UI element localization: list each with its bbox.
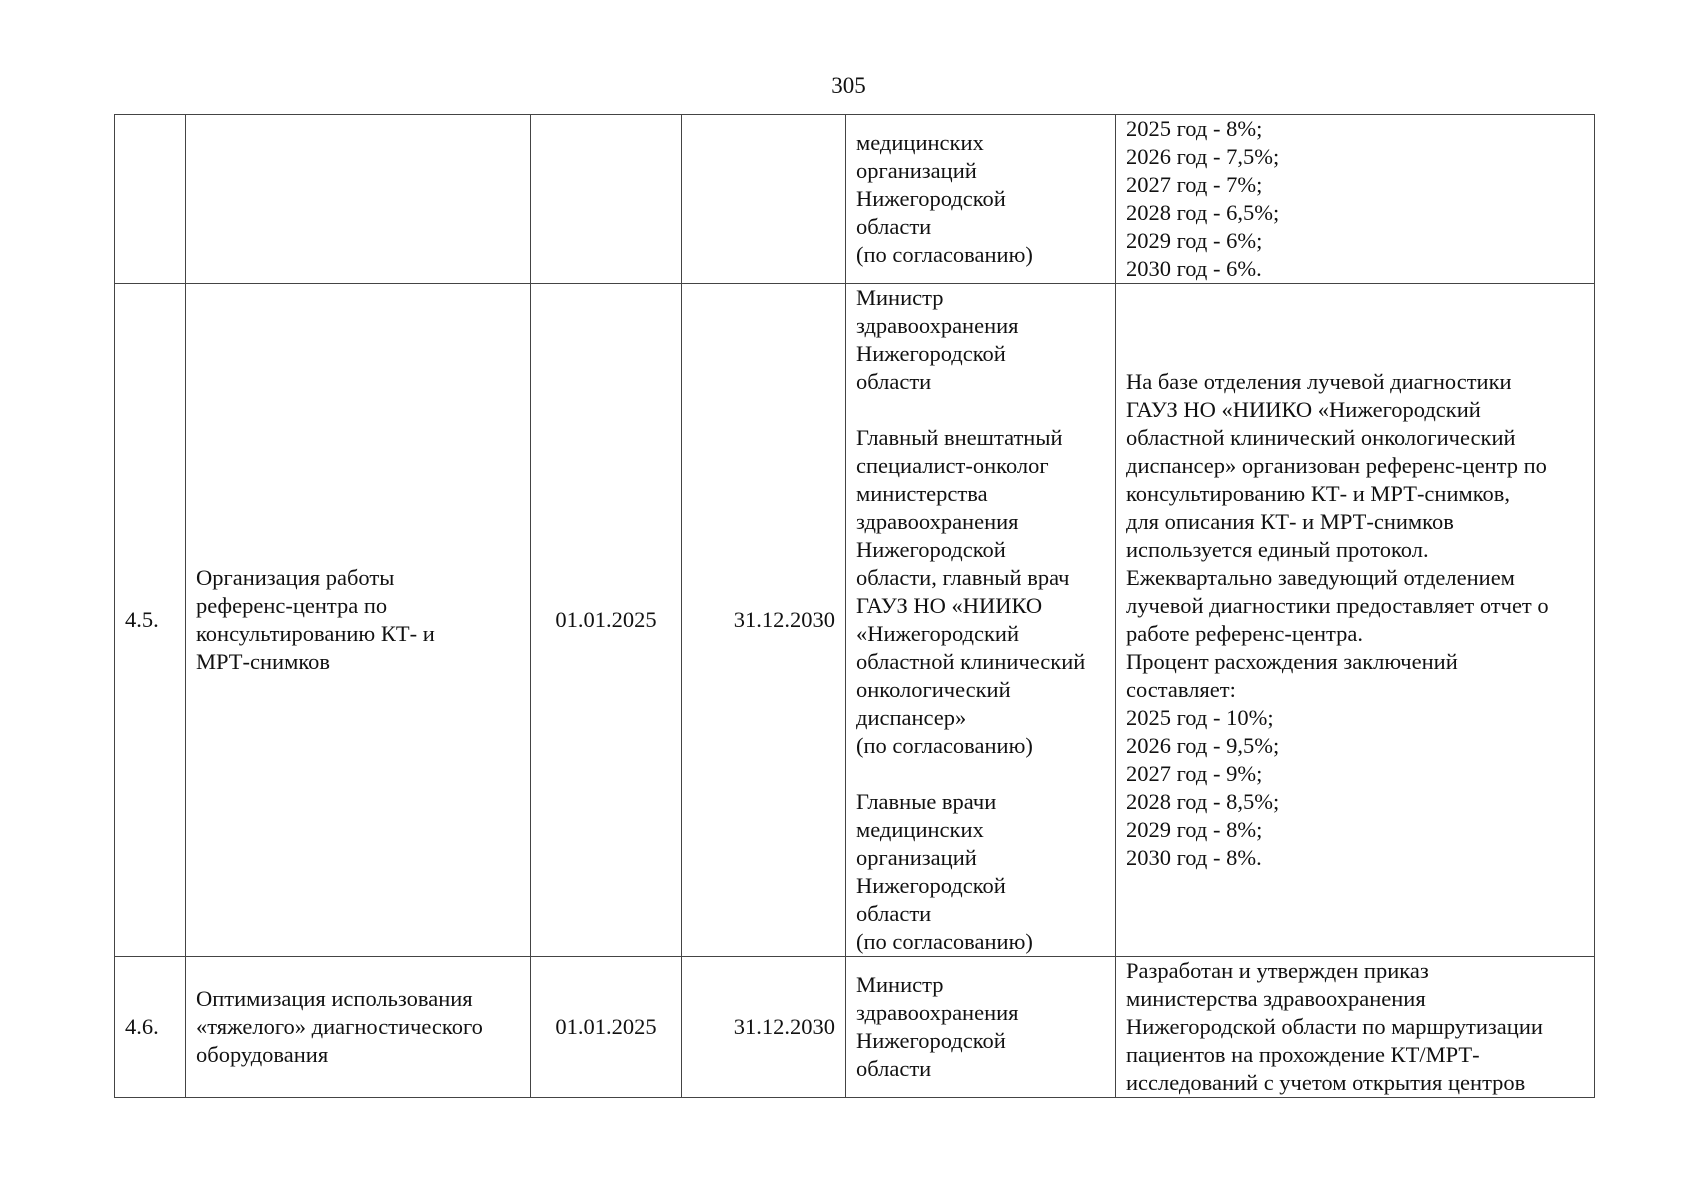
table-row <box>115 115 1595 284</box>
cell-name: Организация работы референс-центра по консультированию КТ- и МРТ-снимков <box>186 284 531 957</box>
cell-result: Разработан и утвержден приказ министерства здравоохранения Нижегородской области по маршрутизации пациентов на прохождение КТ/МРТ- исследований с учетом открытия центров <box>1116 957 1595 1098</box>
cell-responsible: медицинских организаций Нижегородской области (по согласованию) <box>846 115 1116 284</box>
cell-number <box>115 115 186 284</box>
cell-number: 4.5. <box>115 284 186 957</box>
cell-end-date: 31.12.2030 <box>682 957 846 1098</box>
table-row <box>115 957 1595 1098</box>
cell-start-date: 01.01.2025 <box>531 284 682 957</box>
cell-responsible: Министр здравоохранения Нижегородской области Главный внештатный специалист-онколог министерства здравоохранения Нижегородской области, главный врач ГАУЗ НО «НИИКО «Нижегородский областной клинический онкологический диспансер» (по согласованию) Главные врачи медицинских организаций Нижегородской области (по согласованию) <box>846 284 1116 957</box>
table-row <box>115 284 1595 957</box>
cell-responsible: Министр здравоохранения Нижегородской области <box>846 957 1116 1098</box>
cell-start-date: 01.01.2025 <box>531 957 682 1098</box>
cell-start-date <box>531 115 682 284</box>
cell-name: Оптимизация использования «тяжелого» диагностического оборудования <box>186 957 531 1098</box>
page-number: 305 <box>831 73 866 98</box>
cell-end-date: 31.12.2030 <box>682 284 846 957</box>
cell-end-date <box>682 115 846 284</box>
cell-name <box>186 115 531 284</box>
cell-number: 4.6. <box>115 957 186 1098</box>
cell-result: 2025 год - 8%; 2026 год - 7,5%; 2027 год - 7%; 2028 год - 6,5%; 2029 год - 6%; 2030 год - 6%. <box>1116 115 1595 284</box>
measures-table <box>114 114 1595 1098</box>
cell-result: На базе отделения лучевой диагностики ГАУЗ НО «НИИКО «Нижегородский областной клинический онкологический диспансер» организован референс-центр по консультированию КТ- и МРТ-снимков, для описания КТ- и МРТ-снимков используется единый протокол. Ежеквартально заведующий отделением лучевой диагностики предоставляет отчет о работе референс-центра. Процент расхождения заключений составляет: 2025 год - 10%; 2026 год - 9,5%; 2027 год - 9%; 2028 год - 8,5%; 2029 год - 8%; 2030 год - 8%. <box>1116 284 1595 957</box>
